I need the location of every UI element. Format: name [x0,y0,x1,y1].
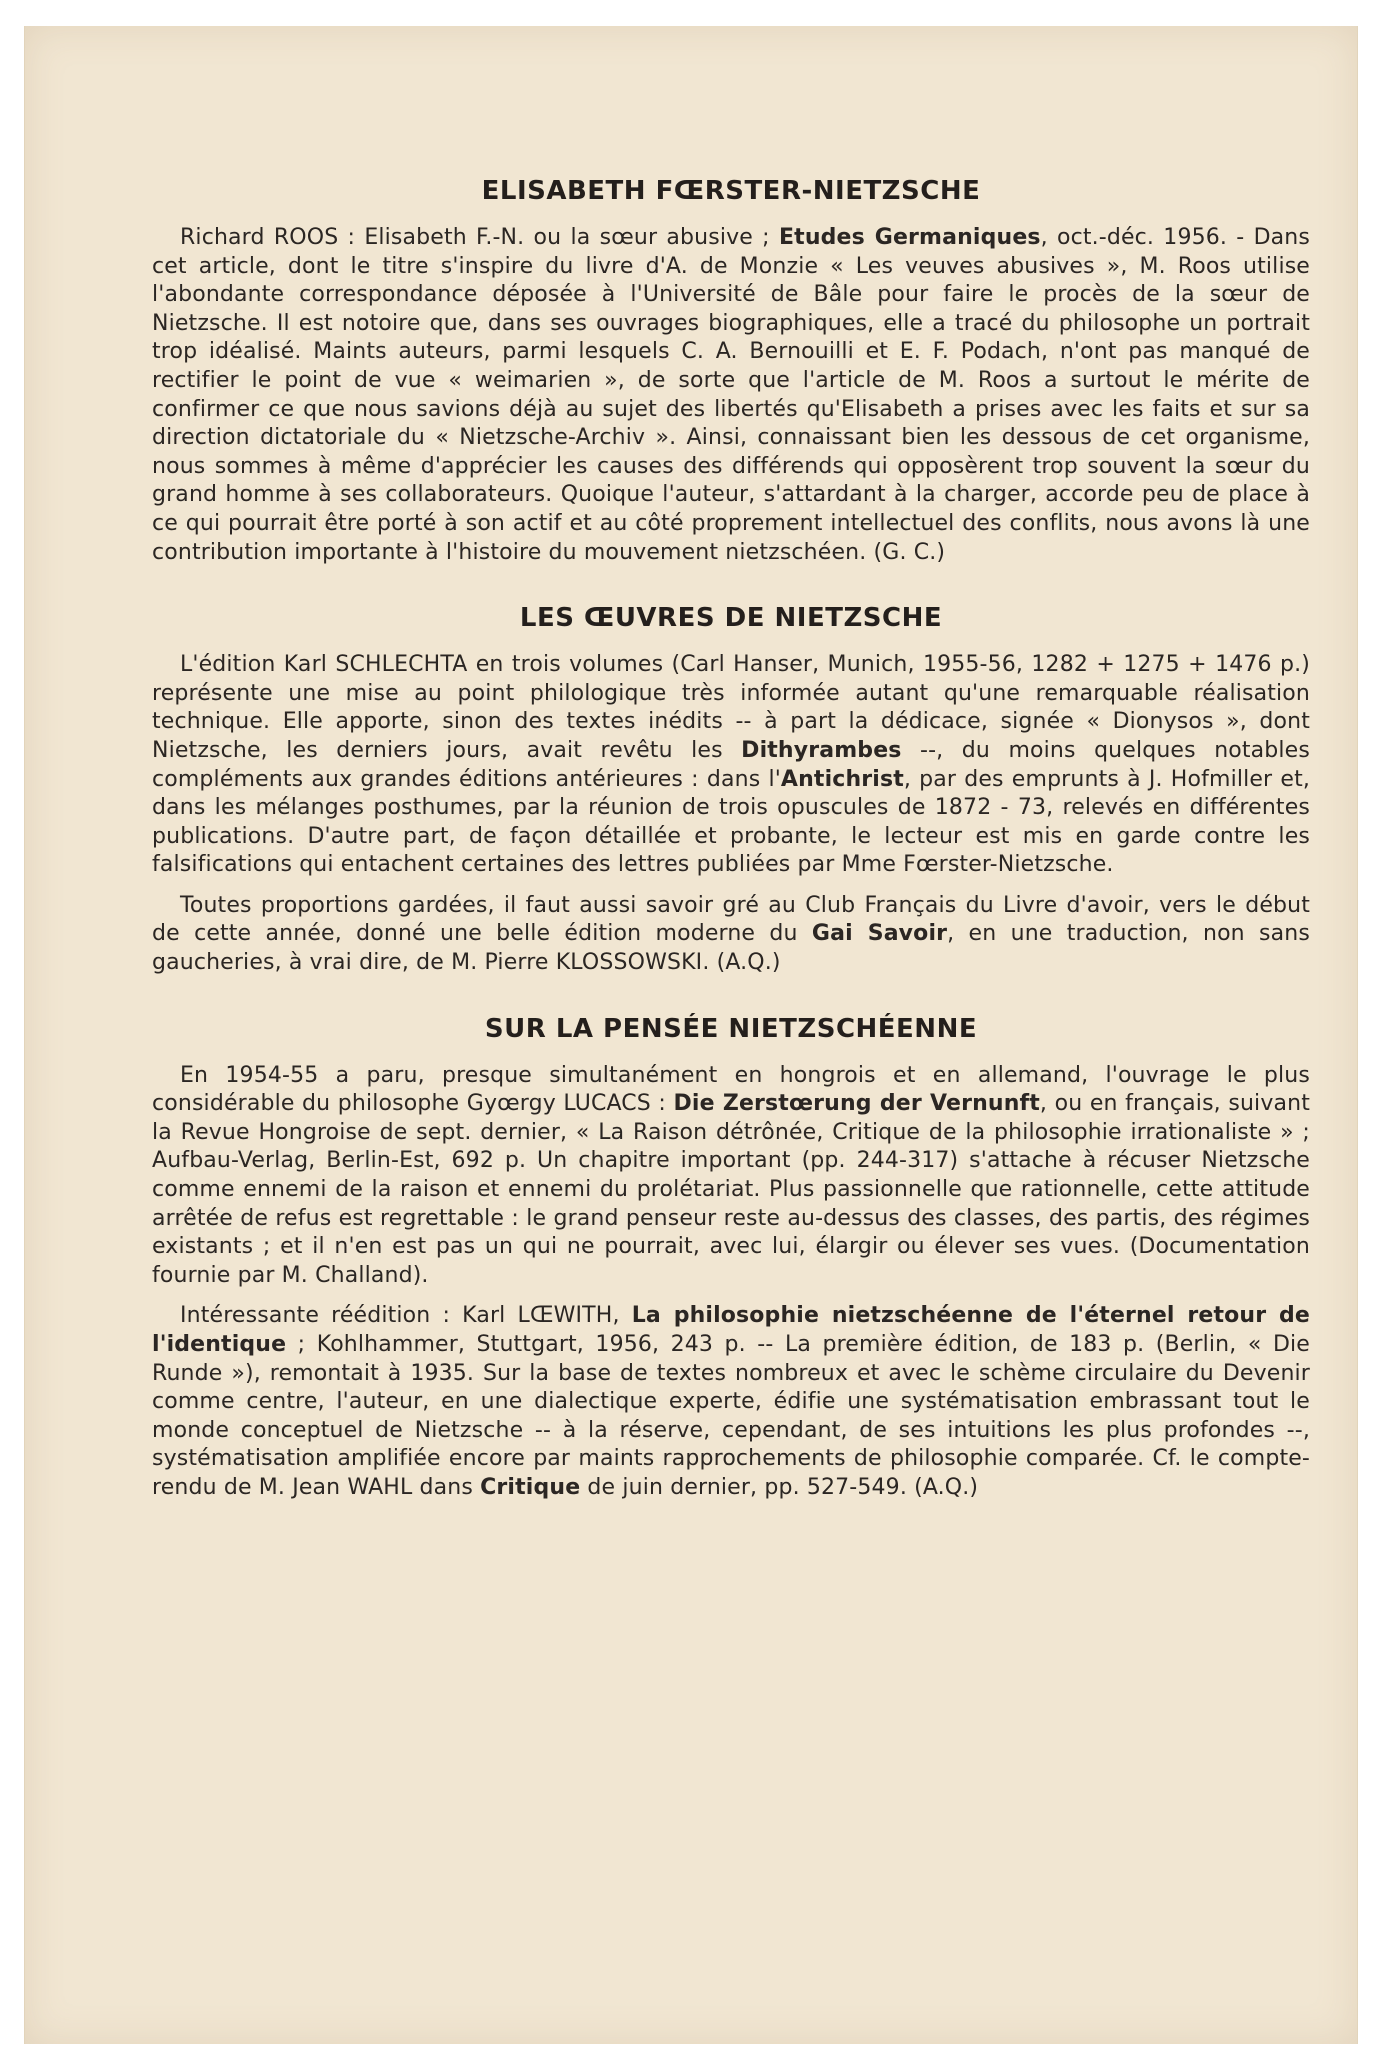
text-run: , par des emprunts à J. Hofmiller et, dans les mélanges posthumes, par la réunion de trois opuscules de 1872 - 73, relevés en différentes publications. D'autre part, de façon détaillée et probante, le lecteur est mis en garde contre les falsifications qui entachent certaines des lettres publiées par Mme Fœrster-Nietzsche. [152,766,1310,878]
text-run: L'édition Karl SCHLECHTA en trois volumes (Carl Hanser, Munich, 1955-56, 1282 + 1275 + 1476 p.) représente une mise au point philologique très informée autant qu'une remarquable réalisation technique. Elle apporte, sinon des textes inédits -- à part la dédicace, signée « Dionysos », dont Nietzsche, les derniers jours, avait revêtu les [152,652,1310,763]
bold-title: Gai Savoir [811,921,948,947]
section-pensee [152,1014,1310,1503]
page-content [152,176,1310,1539]
bold-title: La philosophie nietzschéenne de l'éternel retour de l'identique [152,1303,1310,1357]
section-oeuvres [152,603,1310,978]
bold-title: Critique [480,1474,581,1500]
text-run: , oct.-déc. 1956. - Dans cet article, dont le titre s'inspire du livre d'A. de Monzie « Les veuves abusives », M. Roos utilise l'abondante correspondance déposée à l'Université de Bâle pour faire le procès de la sœur de Nietzsche. Il est notoire que, dans ses ouvrages biographiques, elle a tracé du philosophe un portrait trop idéalisé. Maints auteurs, parmi lesquels C. A. Bernouilli et E. F. Podach, n'ont pas manqué de rectifier le point de vue « weimarien », de sorte que l'article de M. Roos a surtout le mérite de confirmer ce que nous savions déjà au sujet des libertés qu'Elisabeth a prises avec les faits et sur sa direction dictatoriale du « Nietzsche-Archiv ». Ainsi, connaissant bien les dessous de cet organisme, nous sommes à même d'apprécier les causes des différends qui opposèrent trop souvent la sœur du grand homme à ses collaborateurs. Quoique l'auteur, s'attardant à la charger, accorde peu de place à ce qui pourrait être porté à son actif et au côté proprement intellectuel des conflits, nous avons là une contribution importante à l'histoire du mouvement nietzschéen. (G. C.) [152,225,1311,565]
text-run: , ou en français, suivant la Revue Hongroise de sept. dernier, « La Raison détrônée, Critique de la philosophie irrationaliste » ; Aufbau-Verlag, Berlin-Est, 692 p. Un chapitre important (pp. 244-317) s'attache à récuser Nietzsche comme ennemi de la raison et ennemi du prolétariat. Plus passionnelle que rationnelle, cette attitude arrêtée de refus est regrettable : le grand penseur reste au-dessus des classes, des partis, des régimes existants ; et il n'en est pas un qui ne pourrait, avec lui, élargir ou élever ses vues. (Documentation fournie par M. Challand). [152,1091,1310,1288]
bold-title: Etudes Germaniques [778,225,1041,250]
section-heading: ELISABETH FŒRSTER-NIETZSCHE [481,176,981,206]
text-run: de juin dernier, pp. 527-549. (A.Q.) [580,1474,979,1500]
paragraph [152,651,1310,880]
text-run: Intéressante réédition : Karl LŒWITH, [180,1303,632,1329]
section-heading: SUR LA PENSÉE NIETZSCHÉENNE [484,1013,978,1044]
section-heading: LES ŒUVRES DE NIETZSCHE [519,603,943,634]
bold-title: Antichrist [780,766,904,792]
text-run: Toutes proportions gardées, il faut aussi savoir gré au Club Français du Livre d'avoir, vers le début de cette année, donné une belle édition moderne du [152,892,1310,947]
paragraph [152,1302,1310,1502]
text-run: Richard ROOS : Elisabeth F.-N. ou la sœur abusive ; [180,225,779,250]
paragraph [152,224,1310,567]
paragraph [152,1062,1310,1291]
text-run: ; Kohlhammer, Stuttgart, 1956, 243 p. -- La première édition, de 183 p. (Berlin, « Die Runde »), remontait à 1935. Sur la base de textes nombreux et avec le schème circulaire du Devenir comme centre, l'auteur, en une dialectique experte, édifie une systématisation embrassant tout le monde conceptuel de Nietzsche -- à la réserve, cependant, de ses intuitions les plus profondes --, systématisation amplifiée encore par maints rapprochements de philosophie comparée. Cf. le compte-rendu de M. Jean WAHL dans [152,1332,1310,1500]
paper-page [24,26,1358,2044]
bold-title: Die Zerstœrung der Vernunft [673,1091,1040,1117]
text-run: , en une traduction, non sans gaucheries, à vrai dire, de M. Pierre KLOSSOWSKI. (A.Q.) [152,921,1311,976]
text-run: --, du moins quelques notables compléments aux grandes éditions antérieures : dans l' [152,737,1310,792]
section-foerster-nietzsche [152,176,1310,567]
text-run: En 1954-55 a paru, presque simultanément en hongrois et en allemand, l'ouvrage le plus considérable du philosophe Gyœrgy LUCACS : [152,1062,1310,1117]
paragraph [152,892,1310,978]
bold-title: Dithyrambes [741,737,902,763]
